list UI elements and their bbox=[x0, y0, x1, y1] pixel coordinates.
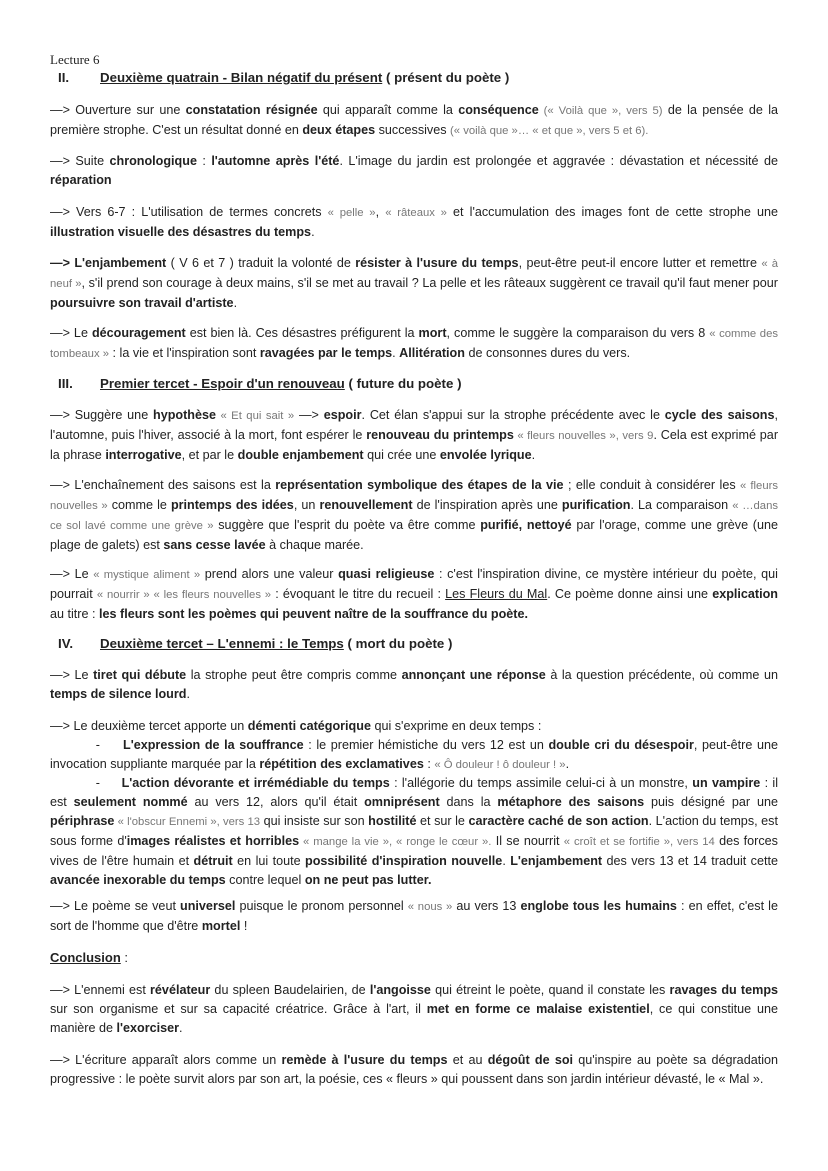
text: : évoquant le titre du recueil : bbox=[271, 587, 446, 601]
emphasis: double cri du désespoir bbox=[548, 738, 694, 752]
bullet-item-1 bbox=[50, 736, 778, 775]
lecture-label: Lecture 6 bbox=[50, 52, 100, 67]
emphasis: L'action dévorante et irrémédiable du temps bbox=[121, 776, 390, 790]
text: . bbox=[179, 1021, 183, 1035]
emphasis: représentation symbolique des étapes de la vie bbox=[275, 478, 564, 492]
text: dans la bbox=[439, 795, 498, 809]
emphasis: L'enjambement bbox=[510, 854, 603, 868]
text: au vers 12, alors qu'il était bbox=[187, 795, 365, 809]
text: , et par le bbox=[181, 448, 238, 462]
text: . L'image du jardin est prolongée et aggravée : dévastation et nécessité de bbox=[339, 154, 778, 168]
section-title: Premier tercet - Espoir d'un renouveau bbox=[100, 376, 345, 391]
text: : la vie et l'inspiration sont bbox=[109, 346, 260, 360]
text: , peut-être une invocation suppliante marquée par la bbox=[50, 738, 778, 771]
section-number: IV. bbox=[58, 636, 74, 651]
emphasis: l'exorciser bbox=[116, 1021, 180, 1035]
quote: « râteaux » bbox=[385, 207, 447, 219]
text: et sur le bbox=[416, 814, 469, 828]
text: des vers 13 et 14 traduit cette bbox=[602, 854, 778, 868]
section-heading-3 bbox=[58, 376, 462, 392]
emphasis: découragement bbox=[91, 326, 186, 340]
section-subtitle: ( présent du poète ) bbox=[382, 70, 510, 85]
quote: « nourrir » « les fleurs nouvelles » bbox=[96, 589, 272, 601]
paragraph-4 bbox=[50, 254, 778, 313]
section-title: Conclusion bbox=[50, 950, 121, 965]
text: , un bbox=[293, 498, 320, 512]
text: . L'action du temps, est sous forme d' bbox=[50, 814, 778, 848]
text: . Cet élan s'appui sur la strophe précédente avec le bbox=[361, 408, 665, 422]
text: —> Suggère une bbox=[50, 408, 154, 422]
text: —> Vers 6-7 : L'utilisation de termes concrets bbox=[50, 205, 328, 219]
emphasis: un vampire bbox=[692, 776, 761, 790]
section-title: Deuxième tercet – L'ennemi : le Temps bbox=[100, 636, 344, 651]
text: par l'orage, comme une grève (une plage de galets) est bbox=[50, 518, 778, 552]
emphasis: mortel bbox=[201, 919, 241, 933]
emphasis: ravages du temps bbox=[669, 983, 779, 997]
emphasis: met en forme ce malaise existentiel bbox=[426, 1002, 650, 1016]
paragraph-2 bbox=[50, 152, 778, 190]
emphasis: réparation bbox=[50, 173, 112, 187]
quote: (« Voilà que », vers 5) bbox=[538, 105, 663, 117]
paragraph-8 bbox=[50, 565, 778, 624]
emphasis: tiret qui débute bbox=[93, 668, 187, 682]
text: comme le bbox=[107, 498, 171, 512]
quote: « croît et se fortifie », vers 14 bbox=[563, 836, 715, 848]
text: . La comparaison bbox=[630, 498, 733, 512]
emphasis: interrogative bbox=[105, 448, 182, 462]
emphasis: dégoût de soi bbox=[487, 1053, 574, 1067]
text: qui s'exprime en deux temps : bbox=[370, 719, 542, 733]
text: . bbox=[392, 346, 400, 360]
conclusion-heading bbox=[50, 950, 128, 966]
text: —> Le bbox=[50, 668, 94, 682]
quote: « mystique aliment » bbox=[93, 569, 201, 581]
emphasis: espoir bbox=[323, 408, 362, 422]
text: —> Le bbox=[50, 567, 94, 581]
emphasis: avancée inexorable du temps bbox=[50, 873, 226, 887]
emphasis: purification bbox=[561, 498, 631, 512]
text: —> Le bbox=[50, 326, 92, 340]
text: au titre : bbox=[50, 607, 99, 621]
paragraph-9 bbox=[50, 666, 778, 704]
paragraph-10 bbox=[50, 717, 778, 736]
text: . bbox=[502, 854, 511, 868]
quote: « à neuf » bbox=[50, 258, 778, 290]
emphasis: envolée lyrique bbox=[439, 448, 532, 462]
text: des forces vives de l'être humain et bbox=[50, 834, 778, 868]
text: : le premier hémistiche du vers 12 est un bbox=[303, 738, 549, 752]
section-number: III. bbox=[58, 376, 73, 391]
paragraph-7 bbox=[50, 476, 778, 555]
paragraph-13 bbox=[50, 1051, 778, 1089]
text: : bbox=[423, 757, 435, 771]
emphasis: illustration visuelle des désastres du temps bbox=[50, 225, 312, 239]
text: qui insiste sur son bbox=[260, 814, 369, 828]
text: , ce qui constitue une manière de bbox=[50, 1002, 778, 1035]
paragraph-1 bbox=[50, 101, 778, 141]
emphasis: hostilité bbox=[368, 814, 417, 828]
quote: « …dans ce sol lavé comme une grève » bbox=[50, 500, 779, 532]
text: —> Suite bbox=[50, 154, 110, 168]
emphasis: détruit bbox=[193, 854, 233, 868]
text: à la question précédente, où comme un bbox=[545, 668, 778, 682]
emphasis: temps de silence lourd bbox=[50, 687, 187, 701]
emphasis: remède à l'usure du temps bbox=[281, 1053, 448, 1067]
text: de consonnes dures du vers. bbox=[464, 346, 631, 360]
section-title: Deuxième quatrain - Bilan négatif du présent bbox=[100, 70, 383, 85]
emphasis: englobe tous les humains bbox=[520, 899, 677, 913]
text: et au bbox=[447, 1053, 488, 1067]
emphasis: métaphore des saisons bbox=[497, 795, 645, 809]
text: ! bbox=[240, 919, 248, 933]
text: et l'accumulation des images font de cette strophe une bbox=[446, 205, 779, 219]
section-subtitle: ( future du poète ) bbox=[344, 376, 462, 391]
emphasis: mort bbox=[418, 326, 447, 340]
paragraph-11 bbox=[50, 897, 778, 936]
emphasis: deux étapes bbox=[302, 123, 376, 137]
text: qui apparaît comme la bbox=[317, 103, 459, 117]
text: de l'inspiration après une bbox=[412, 498, 562, 512]
text: —> Ouverture sur une bbox=[50, 103, 186, 117]
emphasis: caractère caché de son action bbox=[468, 814, 649, 828]
quote: « fleurs nouvelles » bbox=[50, 480, 779, 512]
bullet-item-2 bbox=[50, 774, 778, 890]
text: . Ce poème donne ainsi une bbox=[547, 587, 713, 601]
quote: « l'obscur Ennemi », vers 13 bbox=[114, 816, 261, 828]
emphasis: répétition des exclamatives bbox=[259, 757, 424, 771]
emphasis: L'expression de la souffrance bbox=[123, 738, 304, 752]
text: la strophe peut être compris comme bbox=[186, 668, 402, 682]
emphasis: démenti catégorique bbox=[247, 719, 371, 733]
emphasis: constatation résignée bbox=[185, 103, 318, 117]
paragraph-3 bbox=[50, 203, 778, 242]
text: suggère que l'esprit du poète va être comme bbox=[213, 518, 481, 532]
quote: « Et qui sait » bbox=[216, 410, 295, 422]
text: . bbox=[531, 448, 536, 462]
emphasis: annonçant une réponse bbox=[401, 668, 546, 682]
emphasis: purifié, nettoyé bbox=[480, 518, 572, 532]
emphasis: omniprésent bbox=[364, 795, 440, 809]
text: —> L'ennemi est bbox=[50, 983, 151, 997]
text: : l'allégorie du temps assimile celui-ci à un monstre, bbox=[389, 776, 693, 790]
quote: « pelle » bbox=[327, 207, 376, 219]
text: —> Le poème se veut bbox=[50, 899, 181, 913]
emphasis: —> L'enjambement bbox=[50, 256, 167, 270]
text: du spleen Baudelairien, de bbox=[210, 983, 370, 997]
text: puis désigné par une bbox=[644, 795, 778, 809]
emphasis: chronologique bbox=[109, 154, 197, 168]
text: —> Le deuxième tercet apporte un bbox=[50, 719, 248, 733]
bullet-dash: - bbox=[95, 738, 100, 752]
text: est bien là. Ces désastres préfigurent la bbox=[185, 326, 419, 340]
emphasis: possibilité d'inspiration nouvelle bbox=[305, 854, 503, 868]
paragraph-6 bbox=[50, 406, 778, 465]
emphasis: images réalistes et horribles bbox=[126, 834, 300, 848]
emphasis: hypothèse bbox=[153, 408, 216, 422]
quote: « nous » bbox=[407, 901, 453, 913]
section-subtitle: : bbox=[120, 950, 129, 965]
text: —> bbox=[294, 408, 324, 422]
emphasis: seulement nommé bbox=[73, 795, 188, 809]
text: prend alors une valeur bbox=[200, 567, 339, 581]
text: successives bbox=[375, 123, 451, 137]
emphasis: renouvellement bbox=[319, 498, 413, 512]
section-heading-4 bbox=[58, 636, 452, 652]
text: , comme le suggère la comparaison du vers 8 bbox=[446, 326, 710, 340]
text: . bbox=[565, 757, 570, 771]
quote: (« voilà que »… « et que », vers 5 et 6). bbox=[450, 125, 649, 137]
emphasis: double enjambement bbox=[237, 448, 364, 462]
bullet-dash: - bbox=[95, 776, 100, 790]
text: : il est bbox=[50, 776, 779, 809]
paragraph-5 bbox=[50, 324, 778, 364]
emphasis: universel bbox=[180, 899, 236, 913]
text: , bbox=[375, 205, 386, 219]
text: de la pensée de la première strophe. C'est un résultat donné en bbox=[50, 103, 779, 137]
text: : bbox=[196, 154, 212, 168]
text: . bbox=[233, 296, 238, 310]
text: Il se nourrit bbox=[491, 834, 564, 848]
text: contre lequel bbox=[225, 873, 305, 887]
emphasis: Allitération bbox=[399, 346, 465, 360]
emphasis: poursuivre son travail d'artiste bbox=[50, 296, 234, 310]
quote: « fleurs nouvelles », vers 9 bbox=[513, 430, 654, 442]
emphasis: sans cesse lavée bbox=[163, 538, 266, 552]
text: ( V 6 et 7 ) traduit la volonté de bbox=[166, 256, 356, 270]
text: à chaque marée. bbox=[265, 538, 364, 552]
text: qui crée une bbox=[363, 448, 440, 462]
quote: « comme des tombeaux » bbox=[50, 328, 779, 360]
text: qui étreint le poète, quand il constate les bbox=[430, 983, 670, 997]
emphasis: ravagées par le temps bbox=[259, 346, 393, 360]
text: , l'automne, puis l'hiver, associé à la mort, font espérer le bbox=[50, 408, 779, 442]
emphasis: printemps des idées bbox=[170, 498, 294, 512]
paragraph-12 bbox=[50, 981, 778, 1038]
text: —> L'écriture apparaît alors comme un bbox=[50, 1053, 282, 1067]
text: . bbox=[186, 687, 190, 701]
emphasis: l'angoisse bbox=[369, 983, 431, 997]
text: sur son organisme et sur sa capacité créatrice. Grâce à l'art, il bbox=[50, 1002, 427, 1016]
quote: « Ô douleur ! ô douleur ! » bbox=[434, 759, 566, 771]
emphasis: périphrase bbox=[50, 814, 115, 828]
book-title: Les Fleurs du Mal bbox=[445, 587, 548, 601]
text: qu'inspire au poète sa dégradation progressive : le poète survit alors par son art, la poésie, ces « fleurs » qui poussent dans son jardin intérieur dévasté, le « Mal ». bbox=[50, 1053, 779, 1086]
text: . Cela est exprimé par la phrase bbox=[50, 428, 779, 462]
emphasis: quasi religieuse bbox=[338, 567, 435, 581]
text: ; elle conduit à considérer les bbox=[563, 478, 741, 492]
emphasis: résister à l'usure du temps bbox=[355, 256, 519, 270]
text: en lui toute bbox=[232, 854, 306, 868]
emphasis: conséquence bbox=[458, 103, 539, 117]
emphasis: on ne peut pas lutter. bbox=[304, 873, 432, 887]
text: . bbox=[311, 225, 315, 239]
emphasis: les fleurs sont les poèmes qui peuvent naître de la souffrance du poète. bbox=[99, 607, 528, 621]
emphasis: explication bbox=[712, 587, 779, 601]
text: , peut-être peut-il encore lutter et remettre bbox=[518, 256, 762, 270]
emphasis: cycle des saisons bbox=[664, 408, 775, 422]
text: : en effet, c'est le sort de l'homme que d'être bbox=[50, 899, 778, 933]
emphasis: l'automne après l'été bbox=[211, 154, 340, 168]
section-subtitle: ( mort du poète ) bbox=[343, 636, 453, 651]
text: au vers 13 bbox=[452, 899, 521, 913]
text: , s'il prend son courage à deux mains, s'il se met au travail ? La pelle et les râteaux suggèrent ce travail qu'il faut mener pour bbox=[81, 276, 778, 290]
section-heading-2 bbox=[58, 70, 509, 86]
text: puisque le pronom personnel bbox=[235, 899, 408, 913]
emphasis: renouveau du printemps bbox=[366, 428, 514, 442]
text: —> L'enchaînement des saisons est la bbox=[50, 478, 276, 492]
quote: « mange la vie », « ronge le cœur ». bbox=[299, 836, 492, 848]
text: : c'est l'inspiration divine, ce mystère intérieur du poète, qui pourrait bbox=[50, 567, 778, 601]
emphasis: révélateur bbox=[150, 983, 211, 997]
section-number: II. bbox=[58, 70, 70, 85]
